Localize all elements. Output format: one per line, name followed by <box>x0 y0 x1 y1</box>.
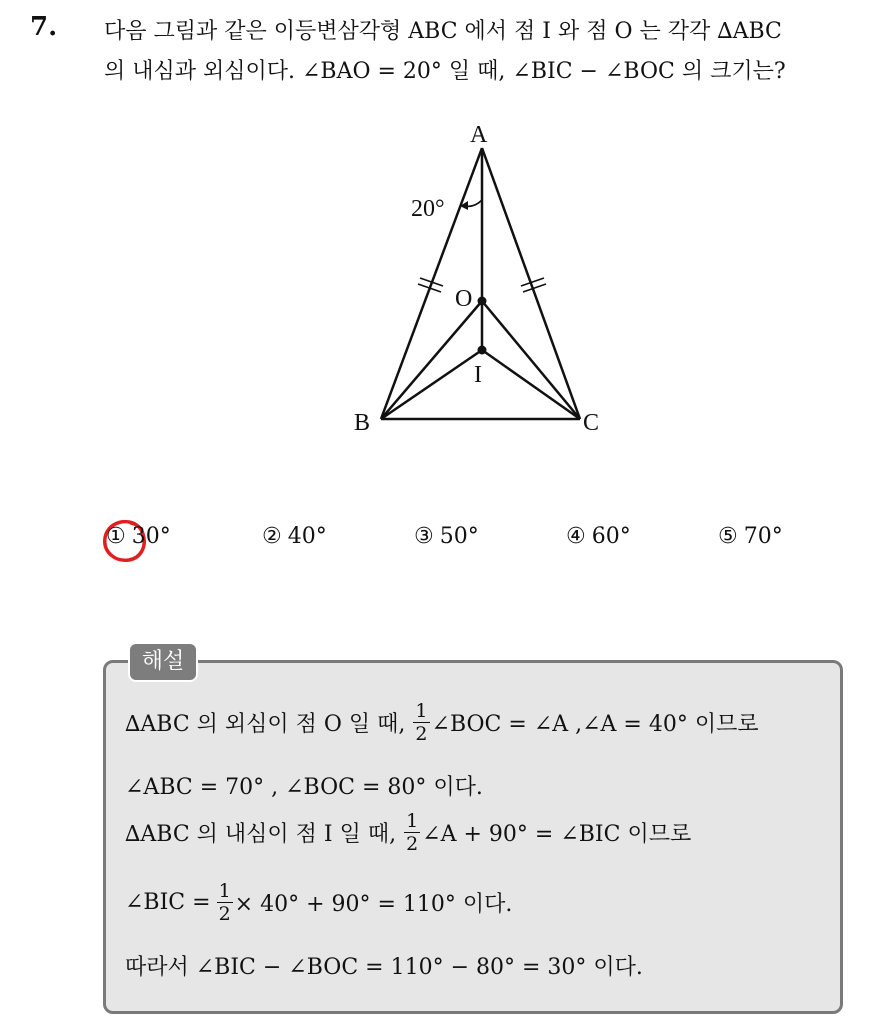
fraction-half <box>217 880 233 925</box>
solution-text: ∠BIC = <box>125 890 211 915</box>
solution-text: ∆ABC 의 외심이 점 O 일 때, <box>125 712 406 737</box>
side-ac <box>482 148 580 419</box>
solution-text: ∆ABC 의 내심이 점 I 일 때, <box>125 822 397 847</box>
fraction-half <box>404 810 420 855</box>
choice-number: ① <box>106 524 126 549</box>
choice-3[interactable] <box>414 524 479 549</box>
choice-2[interactable] <box>262 524 327 549</box>
question-text-line1: 다음 그림과 같은 이등변삼각형 ABC 에서 점 I 와 점 O 는 각각 ∆ABC <box>104 19 782 44</box>
choice-value: 50° <box>439 524 479 549</box>
choice-5[interactable] <box>718 524 783 549</box>
choice-value: 70° <box>743 524 783 549</box>
point-i <box>478 346 487 355</box>
solution-line-3 <box>125 810 691 855</box>
choice-value: 30° <box>131 524 171 549</box>
solution-line-2 <box>125 770 483 801</box>
triangle-figure <box>340 112 620 452</box>
solution-text: × 40° + 90° = 110° 이다. <box>234 892 513 917</box>
fraction-numerator: 1 <box>406 810 419 832</box>
choice-number: ② <box>262 524 282 549</box>
choice-value: 60° <box>591 524 631 549</box>
fraction-numerator: 1 <box>415 700 428 722</box>
choice-number: ⑤ <box>718 524 738 549</box>
side-ab <box>381 148 482 419</box>
fraction-half <box>413 700 429 745</box>
fraction-denominator: 2 <box>218 903 231 925</box>
fraction-numerator: 1 <box>218 880 231 902</box>
choice-number: ④ <box>566 524 586 549</box>
label-b: B <box>354 410 371 436</box>
solution-line-5 <box>125 950 643 981</box>
solution-tab: 해설 <box>128 642 198 682</box>
choice-value: 40° <box>287 524 327 549</box>
fraction-denominator: 2 <box>406 833 419 855</box>
fraction-denominator: 2 <box>415 723 428 745</box>
angle-label: 20° <box>411 196 445 222</box>
label-i: I <box>474 362 482 388</box>
question-text-line2: 의 내심과 외심이다. ∠BAO = 20° 일 때, ∠BIC − ∠BOC 의 크기는? <box>104 59 786 84</box>
label-a: A <box>470 122 488 148</box>
solution-text: 따라서 ∠BIC − ∠BOC = 110° − 80° = 30° 이다. <box>125 955 643 980</box>
answer-choices <box>0 524 884 564</box>
solution-text: ∠BOC = ∠A ,∠A = 40° 이므로 <box>431 712 759 737</box>
point-o <box>478 297 487 306</box>
choice-1[interactable] <box>106 524 171 549</box>
solution-text: ∠A + 90° = ∠BIC 이므로 <box>422 822 692 847</box>
solution-line-1 <box>125 700 759 745</box>
choice-number: ③ <box>414 524 434 549</box>
label-c: C <box>583 410 600 436</box>
solution-text: ∠ABC = 70° , ∠BOC = 80° 이다. <box>125 775 483 800</box>
label-o: O <box>455 286 473 312</box>
question-number: 7. <box>30 12 58 42</box>
choice-4[interactable] <box>566 524 631 549</box>
solution-line-4 <box>125 880 512 925</box>
